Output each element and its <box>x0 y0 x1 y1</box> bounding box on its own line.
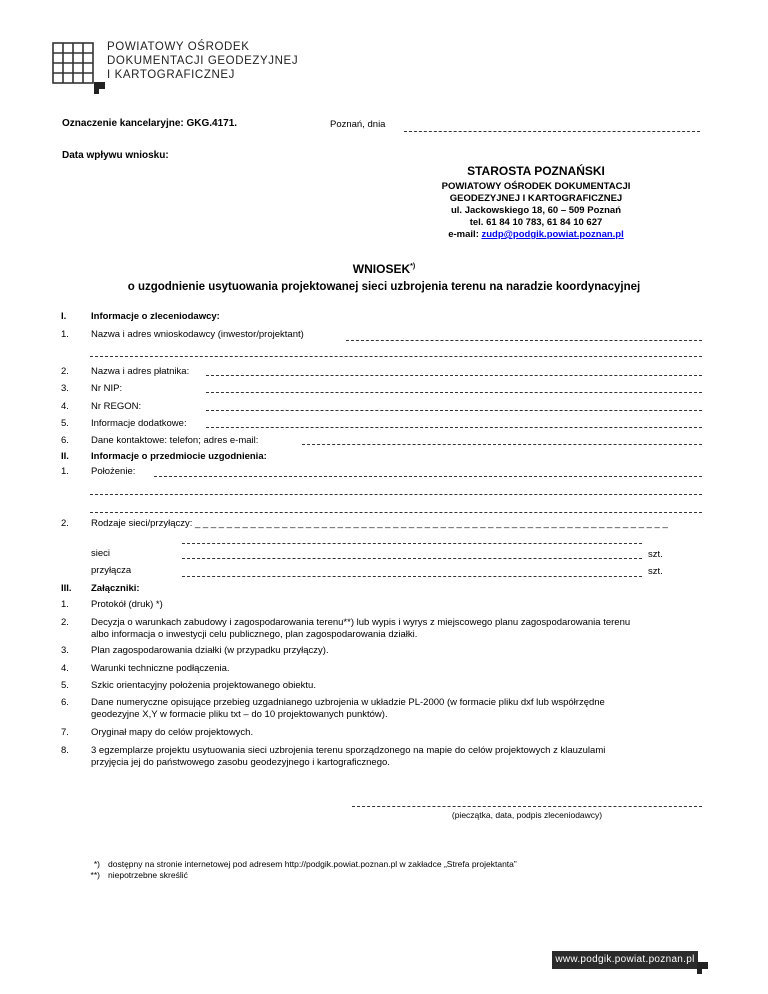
s1-item3-num: 3. <box>61 383 69 394</box>
addressee-line-3: ul. Jackowskiego 18, 60 – 509 Poznań <box>450 205 622 216</box>
logo-mark-icon <box>94 82 105 94</box>
section3-num: III. <box>61 583 72 594</box>
networks-label: sieci <box>91 548 111 559</box>
date-field[interactable] <box>404 131 700 132</box>
location-field-line3[interactable] <box>90 512 702 513</box>
email-label: e-mail: <box>448 229 482 240</box>
signature-caption: (pieczątka, data, podpis zleceniodawcy) <box>451 810 603 820</box>
s1-item3-label: Nr NIP: <box>91 383 123 394</box>
org-line-2: DOKUMENTACJI GEODEZYJNEJ <box>107 55 299 67</box>
form-title <box>0 262 768 276</box>
attachment-1-line1: Protokół (druk) *) <box>91 599 163 610</box>
attachment-6-line1: Dane numeryczne opisujące przebieg uzgadnianego uzbrojenia w układzie PL-2000 (w formacie pliku dxf lub współrzędne <box>91 697 605 708</box>
networks-count-field[interactable] <box>182 558 642 559</box>
attachment-4-num: 4. <box>61 663 69 674</box>
org-logo-text <box>107 40 298 82</box>
attachment-2-num: 2. <box>61 617 69 628</box>
reference-label: Oznaczenie kancelaryjne: GKG.4171. <box>62 118 238 129</box>
footnote1-mark: *) <box>93 859 100 869</box>
addressee-email-line <box>416 229 656 241</box>
footnote2-mark: **) <box>90 870 100 880</box>
section1-title: Informacje o zleceniodawcy: <box>91 311 220 322</box>
networks-unit: szt. <box>648 549 663 560</box>
s1-item2-label: Nazwa i adres płatnika: <box>91 366 190 377</box>
attachment-5-line1: Szkic orientacyjny położenia projektowanego obiektu. <box>91 680 316 691</box>
s1-item5-label: Informacje dodatkowe: <box>91 418 187 429</box>
section1-num: I. <box>61 311 67 322</box>
attachment-1-num: 1. <box>61 599 69 610</box>
s1-item4-num: 4. <box>61 401 69 412</box>
form-title-sup: *) <box>410 263 416 270</box>
s1-item1-num: 1. <box>61 329 69 340</box>
attachment-6-num: 6. <box>61 697 69 708</box>
regon-field[interactable] <box>206 410 702 411</box>
attachment-6-text <box>91 697 605 721</box>
addressee-title: STAROSTA POZNAŃSKI <box>467 164 605 178</box>
additional-info-field[interactable] <box>206 427 702 428</box>
section2-num: II. <box>61 451 69 462</box>
addressee-block <box>416 181 656 241</box>
footer-url[interactable]: www.podgik.powiat.poznan.pl <box>552 951 698 969</box>
addressee-line-1: POWIATOWY OŚRODEK DOKUMENTACJI <box>441 181 631 192</box>
s1-item6-label: Dane kontaktowe: telefon; adres e-mail: <box>91 435 259 446</box>
form-subtitle: o uzgodnienie usytuowania projektowanej sieci uzbrojenia terenu na naradzie koordynacyjnej <box>127 281 641 293</box>
s2-item2-label: Rodzaje sieci/przyłączy: _ _ _ _ _ _ _ _ _ _ _ _ _ _ _ _ _ _ _ _ _ _ _ _ _ _ _ _ _ _ _ _ _ _ _ _ _ _ _ _ _ _ _ _ _ _ _ _ _ _ _ _ _ _ _ _ _ _ _ _ <box>91 518 668 529</box>
applicant-field[interactable] <box>346 340 702 341</box>
attachment-8-line2: przyjęcia jej do państwowego zasobu geodezyjnego i kartograficznego. <box>91 757 390 768</box>
s1-item4-label: Nr REGON: <box>91 401 142 412</box>
connections-unit: szt. <box>648 566 663 577</box>
attachment-5-num: 5. <box>61 680 69 691</box>
applicant-field-line2[interactable] <box>90 356 702 357</box>
s2-item1-label: Położenie: <box>91 466 136 477</box>
location-field[interactable] <box>154 476 702 477</box>
s1-item1-label: Nazwa i adres wnioskodawcy (inwestor/projektant) <box>91 329 304 340</box>
contact-field[interactable] <box>302 444 702 445</box>
email-link[interactable]: zudp@podgik.powiat.poznan.pl <box>481 229 624 240</box>
s1-item6-num: 6. <box>61 435 69 446</box>
addressee-line-4: tel. 61 84 10 783, 61 84 10 627 <box>469 217 603 228</box>
org-line-1: POWIATOWY OŚRODEK <box>107 41 250 53</box>
logo-grid-icon <box>52 42 94 84</box>
attachment-4-line1: Warunki techniczne podłączenia. <box>91 663 230 674</box>
s1-item2-num: 2. <box>61 366 69 377</box>
connections-label: przyłącza <box>91 565 132 576</box>
place-date-label: Poznań, dnia <box>330 119 386 130</box>
attachment-2-line1: Decyzja o warunkach zabudowy i zagospodarowania terenu**) lub wypis i wyrys z miejscowego planu zagospodarowania terenu <box>91 617 631 628</box>
attachment-8-line1: 3 egzemplarze projektu usytuowania sieci uzbrojenia terenu sporządzonego na mapie do celów projektowych z klauzulami <box>91 745 606 756</box>
attachment-4-text <box>91 663 230 675</box>
attachment-7-line1: Oryginał mapy do celów projektowych. <box>91 727 254 738</box>
footer-mark-icon <box>697 962 708 974</box>
s1-item5-num: 5. <box>61 418 69 429</box>
addressee-line-2: GEODEZYJNEJ I KARTOGRAFICZNEJ <box>449 193 623 204</box>
s2-item1-num: 1. <box>61 466 69 477</box>
attachment-3-text <box>91 645 329 657</box>
attachment-3-num: 3. <box>61 645 69 656</box>
attachment-7-num: 7. <box>61 727 69 738</box>
payer-field[interactable] <box>206 375 702 376</box>
section3-title: Załączniki: <box>91 583 140 594</box>
s2-item2-num: 2. <box>61 518 69 529</box>
nip-field[interactable] <box>206 392 702 393</box>
section2-title: Informacje o przedmiocie uzgodnienia: <box>91 451 267 462</box>
org-line-3: I KARTOGRAFICZNEJ <box>107 69 235 81</box>
footnote1-text: dostępny na stronie internetowej pod adresem http://podgik.powiat.poznan.pl w zakładce „Strefa projektanta” <box>108 859 517 869</box>
inflow-date-label: Data wpływu wniosku: <box>62 150 169 161</box>
attachment-3-line1: Plan zagospodarowania działki (w przypadku przyłączy). <box>91 645 329 656</box>
attachment-2-line2: albo informacja o inwestycji celu publicznego, plan zagospodarowania działki. <box>91 629 418 640</box>
attachment-6-line2: geodezyjne X,Y w formacie pliku txt – do 10 projektowanych punktów). <box>91 709 388 720</box>
signature-field[interactable] <box>352 806 702 807</box>
attachment-7-text <box>91 727 253 739</box>
attachment-2-text <box>91 617 630 641</box>
location-field-line2[interactable] <box>90 494 702 495</box>
attachment-5-text <box>91 680 316 692</box>
attachment-1-text <box>91 599 163 611</box>
attachment-8-num: 8. <box>61 745 69 756</box>
network-types-line[interactable] <box>182 543 642 544</box>
connections-count-field[interactable] <box>182 576 642 577</box>
attachment-8-text <box>91 745 605 769</box>
footnote2-text: niepotrzebne skreślić <box>108 870 188 880</box>
form-title-main: WNIOSEK <box>352 262 411 276</box>
